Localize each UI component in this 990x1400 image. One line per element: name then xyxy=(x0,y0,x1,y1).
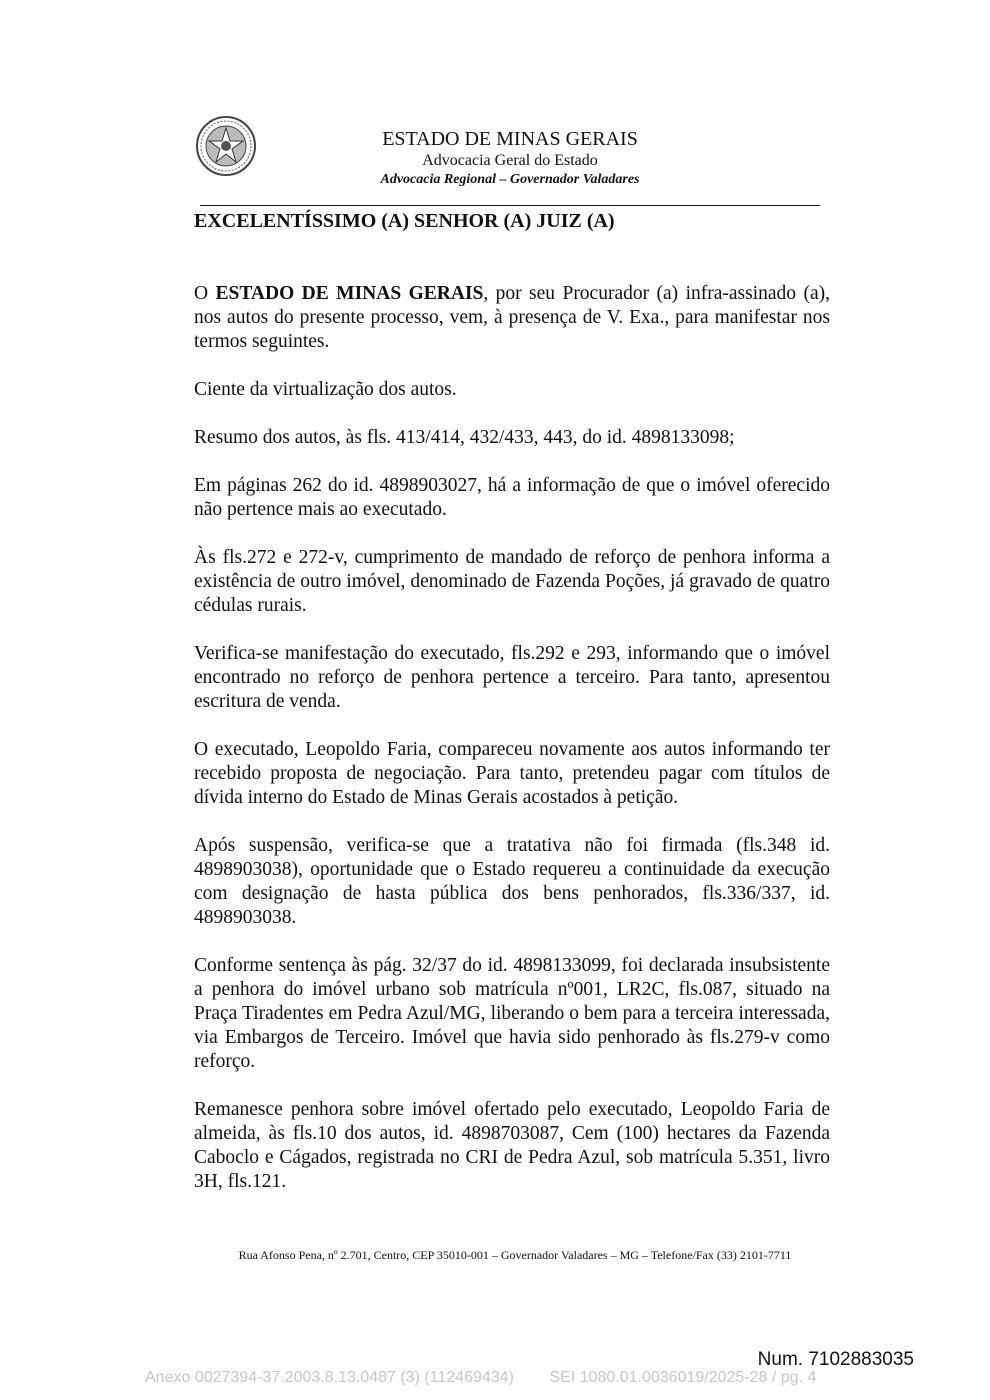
intro-rest: , por seu Procurador (a) infra-assinado (a), nos autos do presente processo, vem, à presença de V. Exa., para manifestar nos termos seguintes. xyxy=(194,283,830,352)
paragraph: Em páginas 262 do id. 4898903027, há a informação de que o imóvel oferecido não pertence mais ao executado. xyxy=(194,475,830,520)
annex-watermark: Anexo 0027394-37.2003.8.13.0487 (3) (112469434) SEI 1080.01.0036019/2025-28 / pg. 4 xyxy=(145,1369,817,1386)
paragraph: Verifica-se manifestação do executado, fls.292 e 293, informando que o imóvel encontrado no reforço de penhora pertence a terceiro. Para tanto, apresentou escritura de venda. xyxy=(194,643,830,712)
paragraph: Ciente da virtualização dos autos. xyxy=(194,379,457,400)
intro-party: ESTADO DE MINAS GERAIS xyxy=(215,283,484,304)
header-agency: Advocacia Geral do Estado xyxy=(422,152,598,169)
paragraph: Remanesce penhora sobre imóvel ofertado pelo executado, Leopoldo Faria de almeida, às fls.10 dos autos, id. 4898703087, Cem (100) hectares da Fazenda Caboclo e Cágados, registrada no CRI de Pedra Azul, sob matrícula 5.351, livro 3H, fls.121. xyxy=(194,1099,830,1192)
header-state: ESTADO DE MINAS GERAIS xyxy=(382,128,638,150)
paragraph: Resumo dos autos, às fls. 413/414, 432/433, 443, do id. 4898133098; xyxy=(194,427,735,448)
paragraph: Após suspensão, verifica-se que a tratativa não foi firmada (fls.348 id. 4898903038), oportunidade que o Estado requereu a continuidade da execução com designação de hasta pública dos bens penhorados, fls.336/337, id. 4898903038. xyxy=(194,835,830,928)
footer-address: Rua Afonso Pena, nº 2.701, Centro, CEP 35010-001 – Governador Valadares – MG – Telefone/Fax (33) 2101-7711 xyxy=(238,1248,792,1262)
intro-prefix: O xyxy=(194,283,216,304)
intro-paragraph xyxy=(194,282,830,354)
coat-of-arms-icon xyxy=(195,115,257,177)
addressee: EXCELENTÍSSIMO (A) SENHOR (A) JUIZ (A) xyxy=(194,210,615,232)
paragraph: Às fls.272 e 272-v, cumprimento de mandado de reforço de penhora informa a existência de outro imóvel, denominado de Fazenda Poções, já gravado de quatro cédulas rurais. xyxy=(194,547,830,616)
document-body xyxy=(194,282,830,1218)
document-number: Num. 7102883035 xyxy=(757,1349,914,1370)
header-divider xyxy=(200,205,820,206)
paragraph: O executado, Leopoldo Faria, compareceu novamente aos autos informando ter recebido proposta de negociação. Para tanto, pretendeu pagar com títulos de dívida interno do Estado de Minas Gerais acostados à petição. xyxy=(194,739,830,808)
paragraph: Conforme sentença às pág. 32/37 do id. 4898133099, foi declarada insubsistente a penhora do imóvel urbano sob matrícula nº001, LR2C, fls.087, situado na Praça Tiradentes em Pedra Azul/MG, liberando o bem para a terceira interessada, via Embargos de Terceiro. Imóvel que havia sido penhorado às fls.279-v como reforço. xyxy=(194,955,830,1072)
header-regional: Advocacia Regional – Governador Valadares xyxy=(380,172,640,187)
